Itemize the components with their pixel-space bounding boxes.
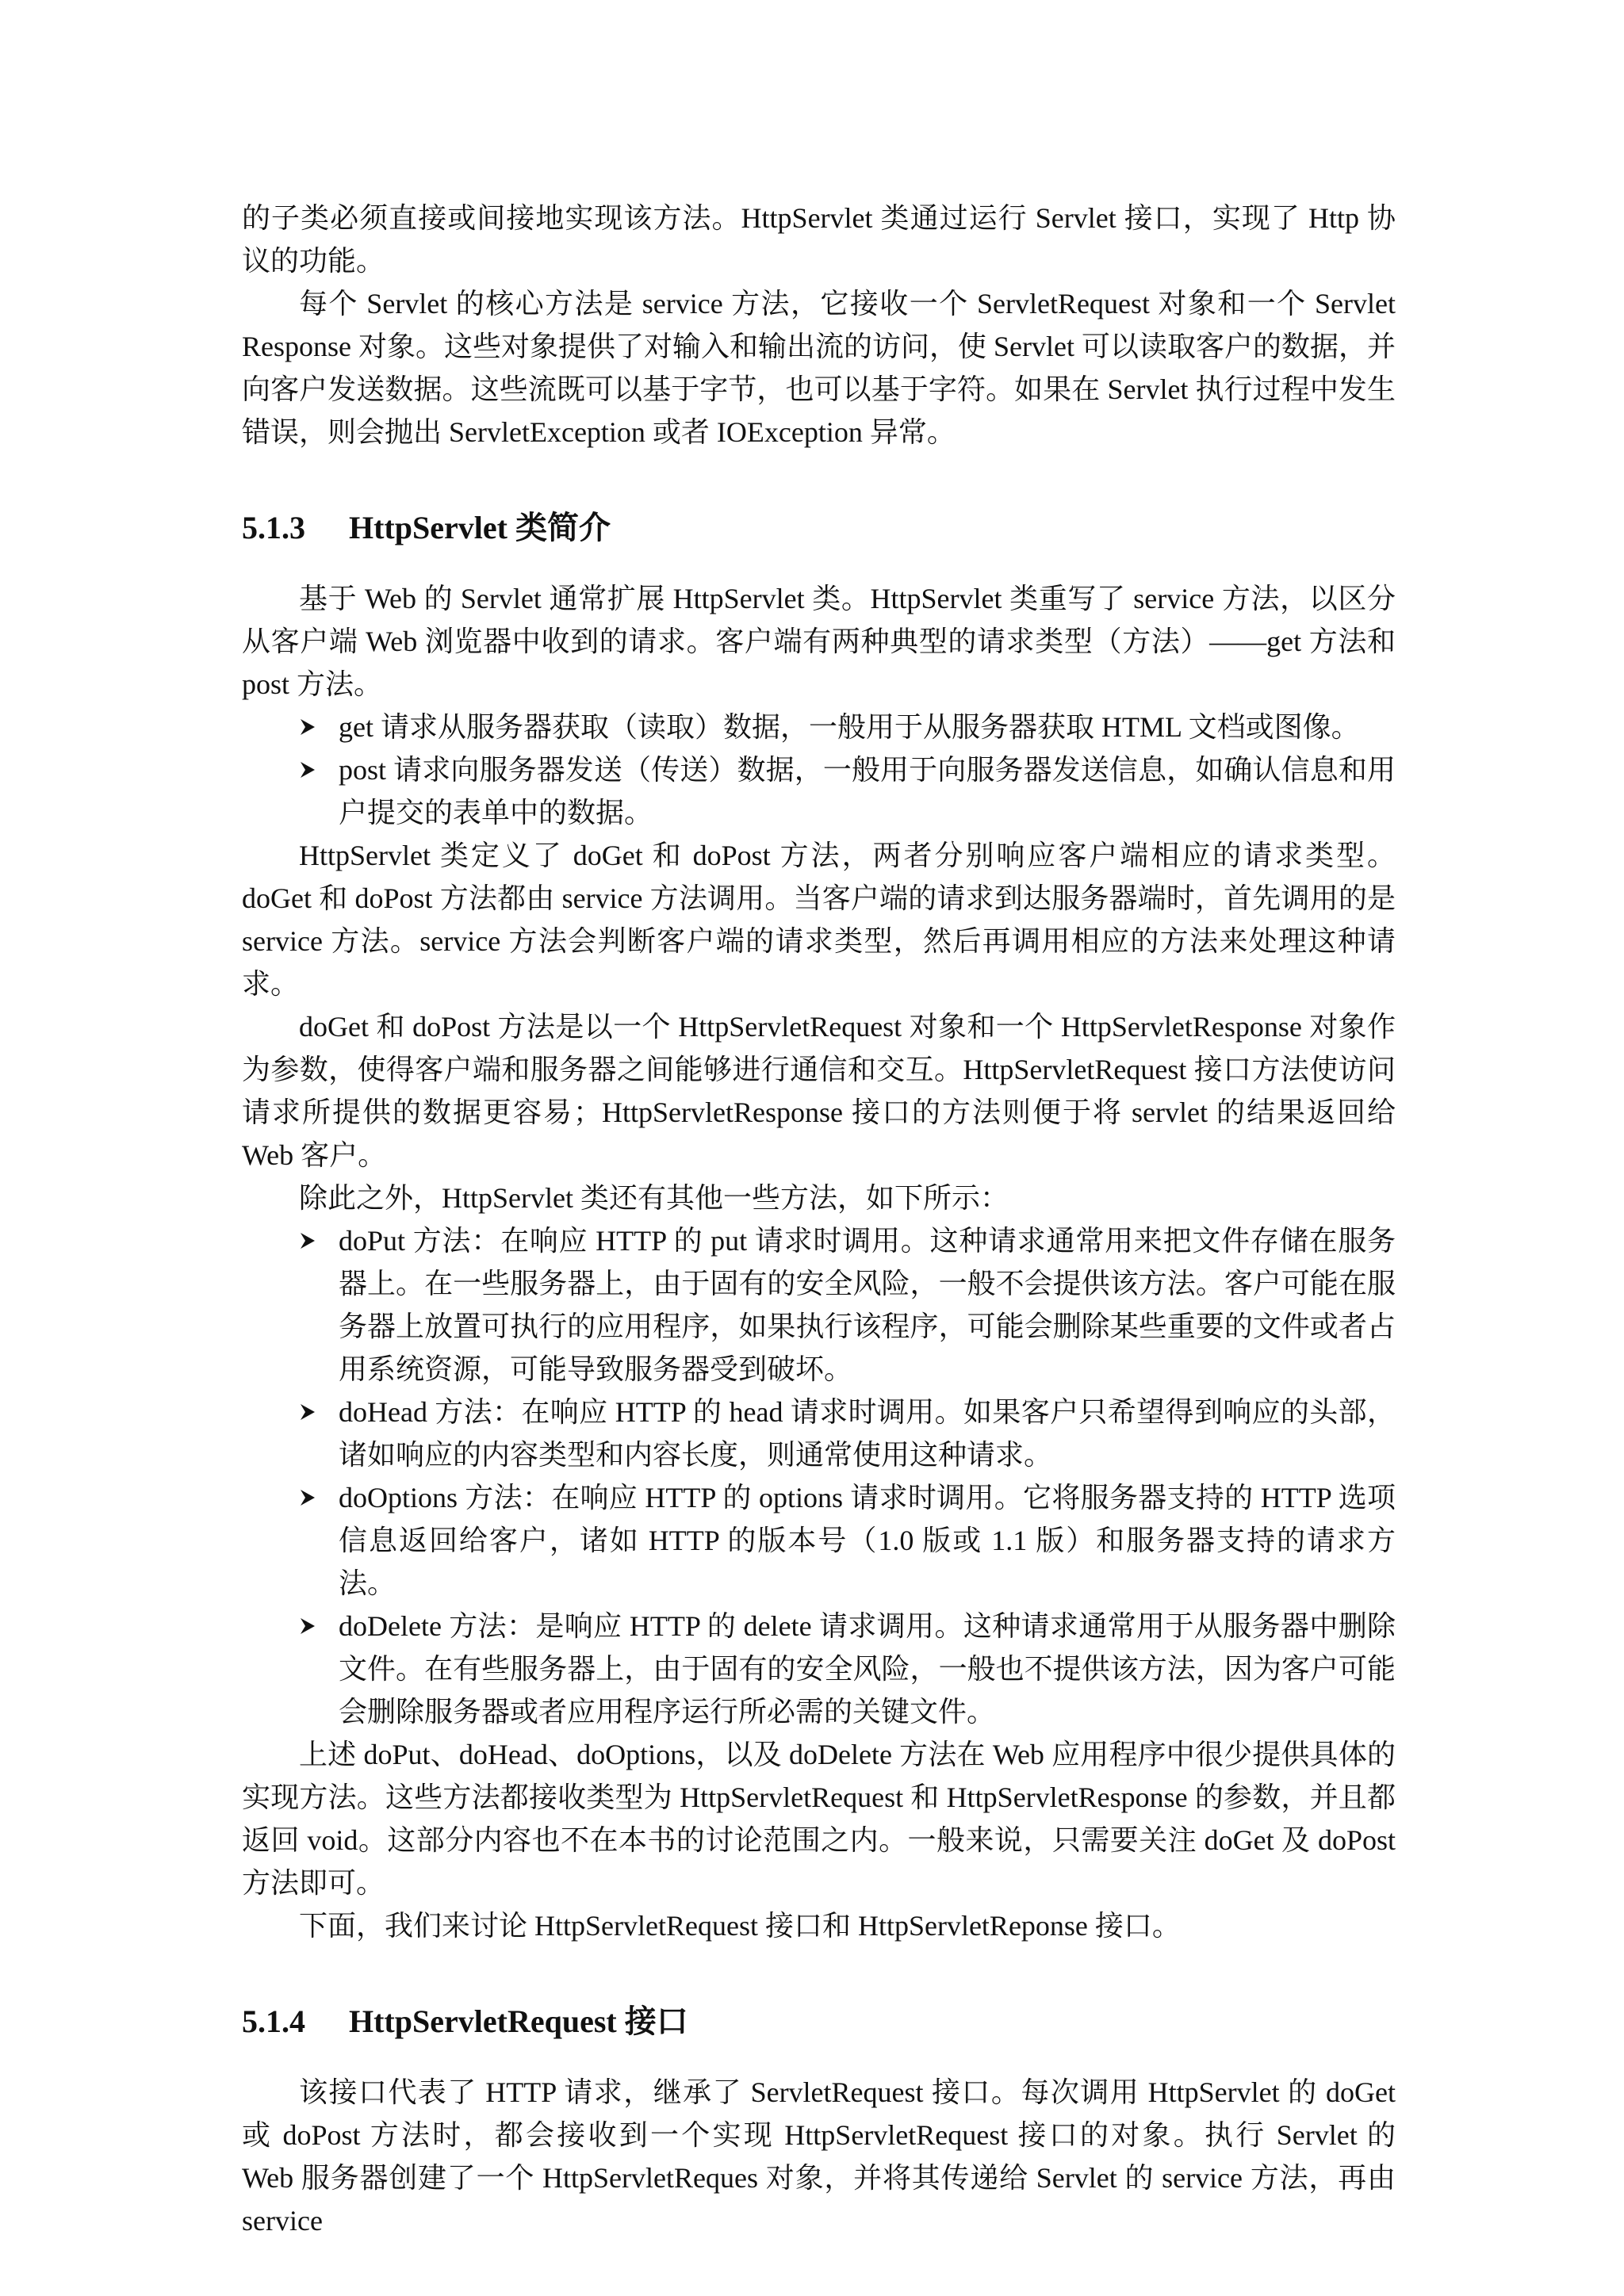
paragraph-continuation: 的子类必须直接或间接地实现该方法。HttpServlet 类通过运行 Servlet 接口，实现了 Http 协议的功能。	[242, 202, 1396, 277]
section-number: 5.1.4	[242, 2003, 305, 2039]
section-heading-5-1-3	[242, 506, 1396, 550]
arrow-bullet-icon	[299, 1219, 331, 1262]
list-item	[242, 1605, 1396, 1733]
list-item-text: post 请求向服务器发送（传送）数据，一般用于向服务器发送信息，如确认信息和用户提交的表单中的数据。	[339, 754, 1396, 828]
document-page	[242, 197, 1432, 2242]
paragraph-httpservlet-intro: 基于 Web 的 Servlet 通常扩展 HttpServlet 类。HttpServlet 类重写了 service 方法，以区分从客户端 Web 浏览器中收到的请求。客户端有两种典型的请求类型（方法）——get 方法和 post 方法。	[242, 583, 1396, 700]
arrow-bullet-icon	[299, 1605, 331, 1647]
list-item-text: doDelete 方法：是响应 HTTP 的 delete 请求调用。这种请求通常用于从服务器中删除文件。在有些服务器上，由于固有的安全风险，一般也不提供该方法，因为客户可能会删除服务器或者应用程序运行所必需的关键文件。	[339, 1610, 1396, 1728]
section-title: HttpServletRequest 接口	[349, 2003, 688, 2039]
paragraph-other-methods: 除此之外，HttpServlet 类还有其他一些方法，如下所示：	[299, 1182, 1009, 1214]
list-item	[242, 1476, 1396, 1605]
list-item-text: doOptions 方法：在响应 HTTP 的 options 请求时调用。它将服务器支持的 HTTP 选项信息返回给客户，诸如 HTTP 的版本号（1.0 版或 1.1 版）和服务器支持的请求方法。	[339, 1482, 1396, 1599]
list-item	[242, 706, 1396, 748]
spacer	[242, 550, 1396, 577]
spacer	[242, 453, 1396, 506]
spacer	[242, 1947, 1396, 1999]
list-item-text: get 请求从服务器获取（读取）数据，一般用于从服务器获取 HTML 文档或图像。	[339, 711, 1360, 743]
section-heading-5-1-4	[242, 1999, 1396, 2044]
arrow-bullet-icon	[299, 1476, 331, 1519]
arrow-bullet-icon	[299, 706, 331, 748]
list-item	[242, 1219, 1396, 1391]
section-title: HttpServlet 类简介	[349, 510, 611, 545]
paragraph-doget-dopost: HttpServlet 类定义了 doGet 和 doPost 方法，两者分别响应客户端相应的请求类型。doGet 和 doPost 方法都由 service 方法调用。当客户端的请求到达服务器端时，首先调用的是 service 方法。service 方法会判断客户端的请求类型，然后再调用相应的方法来处理这种请求。	[242, 840, 1396, 1000]
list-item-text: doHead 方法：在响应 HTTP 的 head 请求时调用。如果客户只希望得到响应的头部，诸如响应的内容类型和内容长度，则通常使用这种请求。	[339, 1396, 1396, 1471]
list-item	[242, 1391, 1396, 1476]
list-item-text: doPut 方法：在响应 HTTP 的 put 请求时调用。这种请求通常用来把文件存储在服务器上。在一些服务器上，由于固有的安全风险，一般不会提供该方法。客户可能在服务器上放置可执行的应用程序，如果执行该程序，可能会删除某些重要的文件或者占用系统资源，可能导致服务器受到破坏。	[339, 1225, 1396, 1385]
request-type-list	[242, 706, 1396, 834]
paragraph-request-interface: 该接口代表了 HTTP 请求，继承了 ServletRequest 接口。每次调用 HttpServlet 的 doGet 或 doPost 方法时，都会接收到一个实现 HttpServletRequest 接口的对象。执行 Servlet 的 Web 服务器创建了一个 HttpServletReques 对象，并将其传递给 Servlet 的 service 方法，再由 service	[242, 2076, 1432, 2237]
paragraph-parameters: doGet 和 doPost 方法是以一个 HttpServletRequest 对象和一个 HttpServletResponse 对象作为参数，使得客户端和服务器之间能够进行通信和交互。HttpServletRequest 接口方法使访问请求所提供的数据更容易；HttpServletResponse 接口的方法则便于将 servlet 的结果返回给 Web 客户。	[242, 1011, 1396, 1171]
paragraph-summary: 上述 doPut、doHead、doOptions，以及 doDelete 方法在 Web 应用程序中很少提供具体的实现方法。这些方法都接收类型为 HttpServletRequest 和 HttpServletResponse 的参数，并且都返回 void。这部分内容也不在本书的讨论范围之内。一般来说，只需要关注 doGet 及 doPost 方法即可。	[242, 1739, 1396, 1899]
arrow-bullet-icon	[299, 748, 331, 791]
method-list	[242, 1219, 1396, 1733]
list-item	[242, 748, 1396, 834]
paragraph-next-topic: 下面，我们来讨论 HttpServletRequest 接口和 HttpServletReponse 接口。	[299, 1910, 1181, 1942]
section-number: 5.1.3	[242, 510, 305, 545]
paragraph-service-method: 每个 Servlet 的核心方法是 service 方法，它接收一个 ServletRequest 对象和一个 Servlet Response 对象。这些对象提供了对输入和输出流的访问，使 Servlet 可以读取客户的数据，并向客户发送数据。这些流既可以基于字节，也可以基于字符。如果在 Servlet 执行过程中发生错误，则会抛出 ServletException 或者 IOException 异常。	[242, 288, 1396, 448]
arrow-bullet-icon	[299, 1391, 331, 1433]
spacer	[242, 2044, 1396, 2071]
